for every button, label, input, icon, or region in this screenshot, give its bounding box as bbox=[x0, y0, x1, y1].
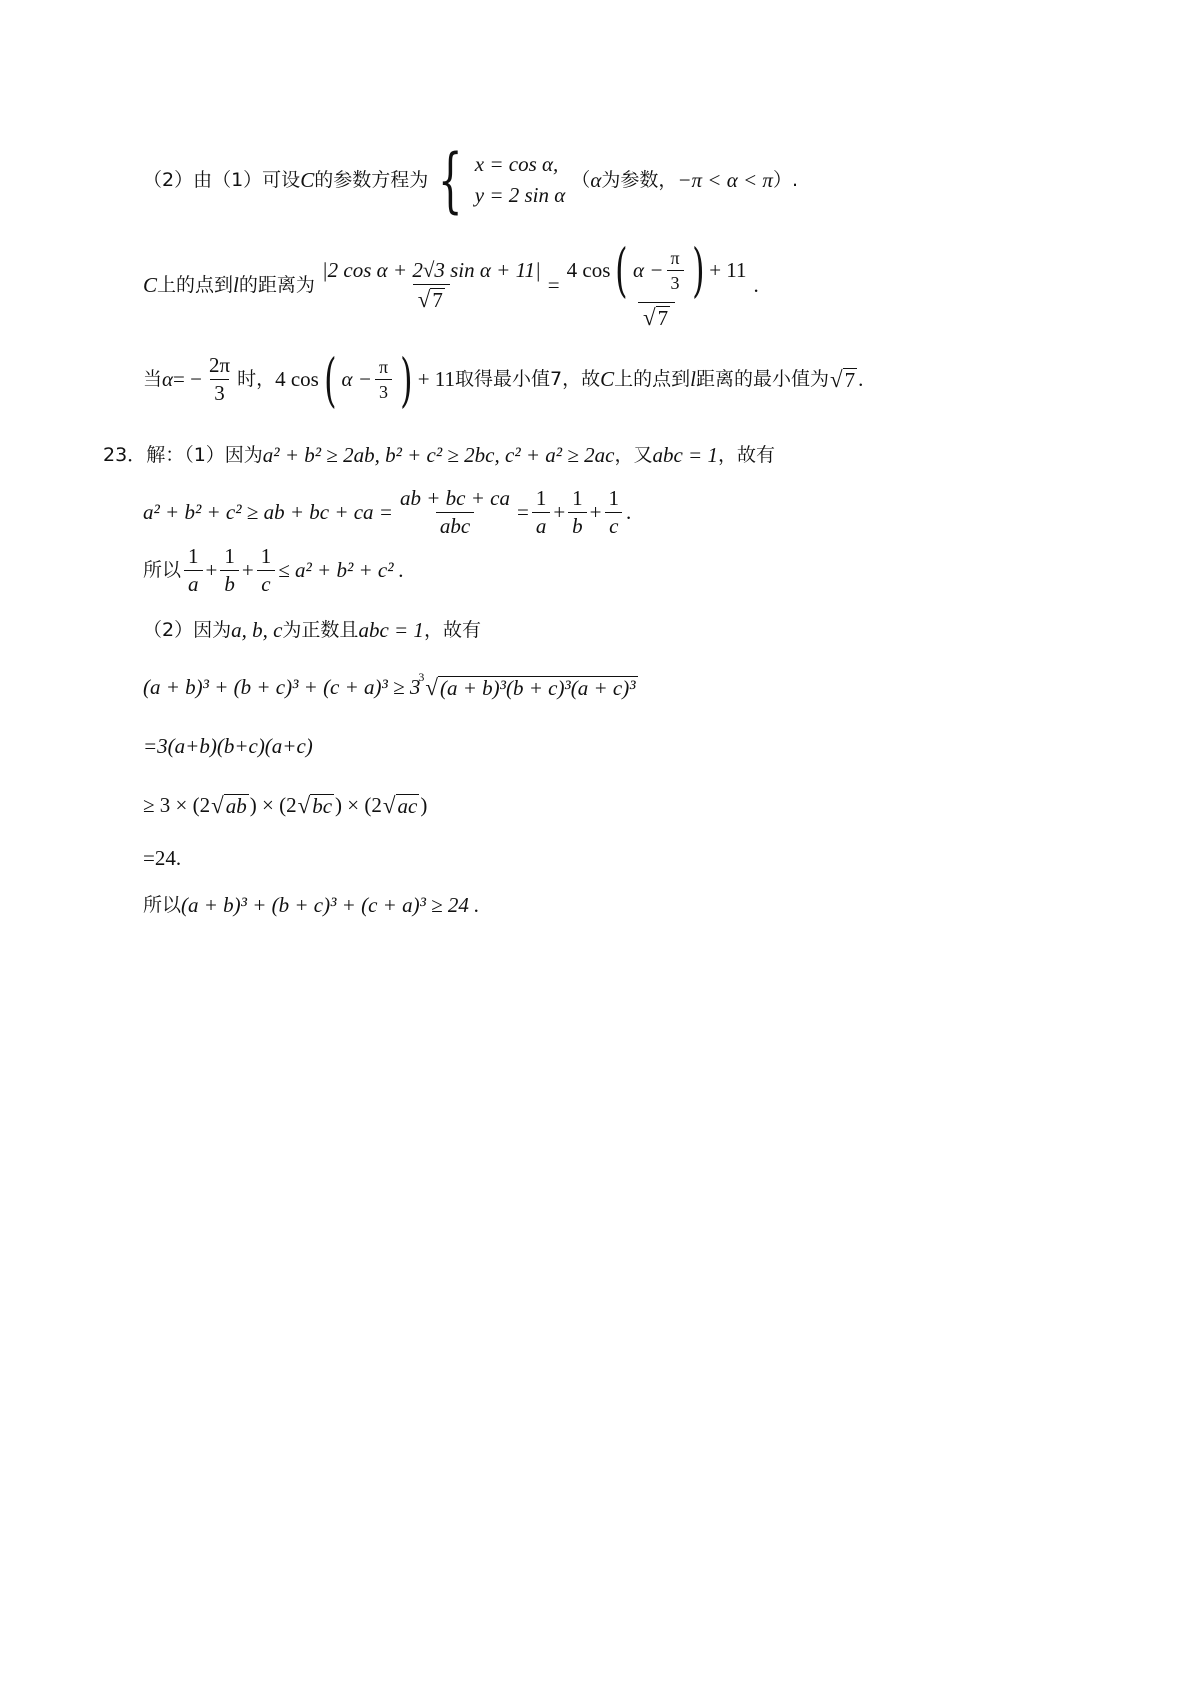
system-brace: { bbox=[438, 139, 463, 221]
q23-ineq: a² + b² ≥ 2ab, b² + c² ≥ 2bc, c² + a² ≥ 2ac bbox=[262, 442, 615, 467]
expr-plus-11: + 11 bbox=[417, 367, 456, 391]
step1-left: (a + b)³ + (b + c)³ + (c + a)³ ≥ 3 bbox=[143, 674, 421, 699]
step4-value: =24. bbox=[143, 845, 182, 870]
fraction-1-numerator: |2 cos α + 2√3 sin α + 11| bbox=[321, 257, 541, 282]
part2-text: 的参数方程为 bbox=[314, 168, 429, 191]
q23-abc: abc = 1 bbox=[652, 442, 718, 467]
q23-number: 23． bbox=[103, 443, 147, 466]
p2-abc: abc = 1 bbox=[358, 617, 424, 642]
sqrt-bc: √ bc bbox=[297, 792, 333, 818]
p2-hence: ，故有 bbox=[423, 618, 481, 641]
min-text-2: 距离的最小值为 bbox=[695, 368, 829, 390]
q23-hence: ，故有 bbox=[717, 443, 775, 466]
distance-fraction-1 bbox=[318, 257, 545, 312]
pi-over-3: $\frac{\pi}{3}$ bbox=[375, 358, 392, 401]
so-label: 所以 bbox=[143, 558, 182, 581]
final-label: 所以 bbox=[143, 893, 182, 916]
condition-text: 为参数， bbox=[601, 168, 678, 191]
fraction-1-denominator: √ 7 bbox=[413, 284, 450, 311]
alpha-value-fraction: $\frac{2\pi}{3}$ bbox=[208, 353, 231, 405]
root-index: 3 bbox=[418, 670, 425, 684]
part2-label: （2）由（1）可设 bbox=[143, 168, 301, 191]
distance-text-2: 的距离为 bbox=[238, 273, 315, 296]
minimum-line: 当 α = − $\frac{2\pi}{3}$ 时， 4 cos ( α − $\frac{\pi}{3}$ ) + 11 取得最小值7，故 C 上的点到 l 距离的最小值为 √ 7 . bbox=[143, 345, 864, 414]
sum-squares: a² + b² + c² ≥ ab + bc + ca = bbox=[143, 500, 393, 524]
q23-head: 解：（1）因为 bbox=[146, 443, 263, 466]
q23-heading bbox=[103, 440, 775, 470]
when-label: 当 bbox=[143, 368, 163, 390]
alpha: α bbox=[162, 367, 174, 391]
line-l: l bbox=[233, 272, 239, 297]
sqrt-7: √ 7 bbox=[830, 367, 856, 392]
equation-y: y = 2 sin α bbox=[474, 183, 566, 207]
equation-system bbox=[475, 154, 566, 206]
q23-also: ，又 bbox=[614, 443, 653, 466]
period: . bbox=[753, 272, 759, 297]
cube-root: √ (a + b)³(b + c)³(a + c)³ bbox=[425, 674, 636, 700]
distance-line bbox=[143, 236, 759, 330]
equation-x: x = cos α, bbox=[474, 152, 559, 176]
p2-label: （2）因为 bbox=[143, 618, 232, 641]
distance-text: 上的点到 bbox=[157, 273, 234, 296]
distance-fraction-2 bbox=[563, 236, 751, 330]
frac-1-a: $\frac{1}{a}$ bbox=[184, 546, 203, 595]
expr-inner: α − bbox=[341, 367, 372, 391]
sqrt-ab: √ ab bbox=[211, 792, 247, 818]
frac-1-b: $\frac{1}{b}$ bbox=[568, 488, 587, 537]
p2-vars: a, b, c bbox=[231, 617, 283, 642]
fraction-2-denominator: √ 7 bbox=[638, 302, 675, 329]
step-2 bbox=[143, 732, 313, 760]
frac-1-a: $\frac{1}{a}$ bbox=[532, 488, 551, 537]
final-conclusion bbox=[143, 890, 479, 920]
step-4 bbox=[143, 845, 181, 871]
so-right: ≤ a² + b² + c² . bbox=[278, 557, 405, 582]
equals-sign: = bbox=[547, 272, 560, 297]
shi-text: 时， bbox=[237, 368, 276, 390]
curve-c: C bbox=[600, 367, 615, 391]
final-expr: (a + b)³ + (b + c)³ + (c + a)³ ≥ 24 . bbox=[181, 892, 480, 917]
step-3: ≥ 3 × (2 √ ab ) × (2 √ bc ) × (2 √ ac ) bbox=[143, 792, 428, 818]
param-alpha: α bbox=[590, 167, 602, 192]
condition-close: ）. bbox=[772, 168, 798, 191]
sum-fraction: $\frac{ab + bc + ca}{\text{abc}}$ bbox=[399, 486, 510, 538]
frac-1-c: $\frac{1}{c}$ bbox=[605, 488, 624, 537]
fraction-2-numerator: 4 cos ( α − $\frac{\pi}{3}$ ) + 11 bbox=[566, 236, 747, 304]
step-1 bbox=[143, 672, 639, 702]
curve-c: C bbox=[300, 167, 315, 192]
equals-neg: = − bbox=[173, 367, 202, 391]
p2-text: 为正数且 bbox=[282, 618, 359, 641]
line-l: l bbox=[690, 367, 696, 391]
sqrt-ac: √ ac bbox=[382, 792, 418, 818]
q23-line-2: a² + b² + c² ≥ ab + bc + ca = $\frac{ab + bc + ca}{\text{abc}}$ = $\frac{1}{a}$ + $\frac{1}{b}$ + $\frac{1}{c}$ . bbox=[143, 486, 632, 538]
parametric-equation-line bbox=[143, 139, 798, 221]
take-min-text: 取得最小值7，故 bbox=[455, 368, 601, 390]
param-range: −π < α < π bbox=[677, 167, 773, 192]
period: . bbox=[858, 367, 864, 391]
condition-open: （ bbox=[571, 168, 591, 191]
frac-1-b: $\frac{1}{b}$ bbox=[220, 546, 239, 595]
step2-expr: =3(a+b)(b+c)(a+c) bbox=[143, 733, 313, 758]
min-text: 上的点到 bbox=[614, 368, 691, 390]
q23-conclusion-1: 所以 $\frac{1}{a}$ + $\frac{1}{b}$ + $\frac{1}{c}$ ≤ a² + b² + c² . bbox=[143, 543, 405, 596]
q23-part2-heading bbox=[143, 615, 481, 645]
frac-1-c: $\frac{1}{c}$ bbox=[257, 546, 276, 595]
curve-c: C bbox=[143, 272, 158, 297]
expr-coef: 4 cos bbox=[275, 367, 319, 391]
